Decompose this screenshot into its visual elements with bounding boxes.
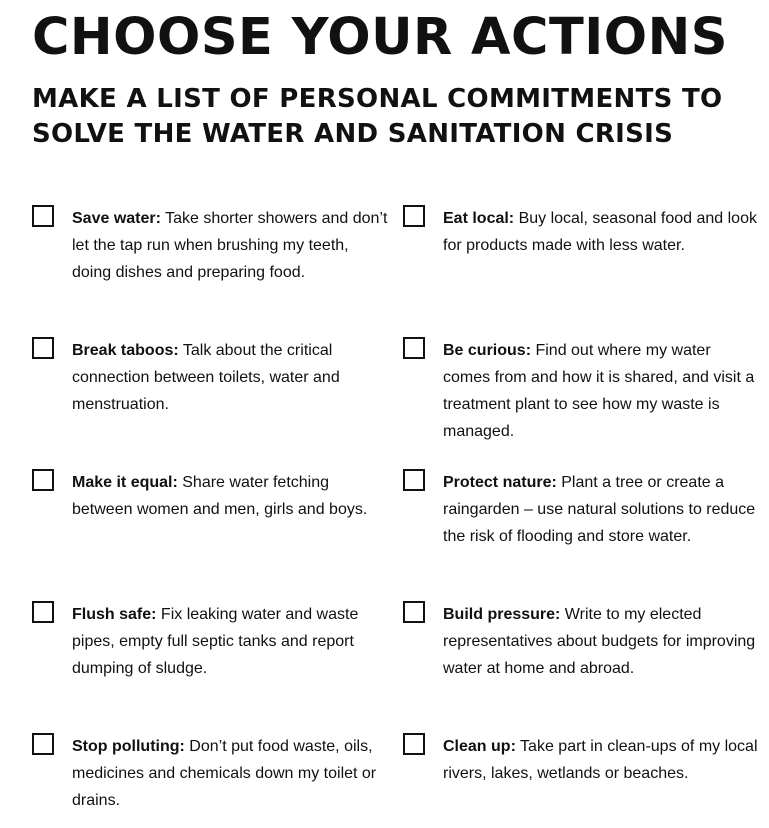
action-description: Write to my elected representatives about budgets for improving water at home and abroad. — [443, 606, 756, 677]
eat-local-checkbox[interactable] — [403, 205, 425, 227]
action-title: Eat local: — [443, 210, 515, 227]
action-text — [443, 733, 761, 787]
action-title: Save water: — [72, 210, 161, 227]
action-title: Flush safe: — [72, 606, 157, 623]
action-description: Take part in clean-ups of my local rivers, lakes, wetlands or beaches. — [443, 738, 758, 782]
action-title: Clean up: — [443, 738, 516, 755]
action-title: Break taboos: — [72, 342, 179, 359]
action-description: Plant a tree or create a raingarden – use natural solutions to reduce the risk of flooding and store water. — [443, 474, 756, 545]
break-taboos-checkbox[interactable] — [32, 337, 54, 359]
page-subtitle: MAKE A LIST OF PERSONAL COMMITMENTS TO SOLVE THE WATER AND SANITATION CRISIS — [32, 84, 723, 149]
action-description: Buy local, seasonal food and look for products made with less water. — [443, 210, 757, 254]
stop-polluting-checkbox[interactable] — [32, 733, 54, 755]
action-description: Find out where my water comes from and how it is shared, and visit a treatment plant to see how my waste is managed. — [443, 342, 755, 440]
action-description: Take shorter showers and don’t let the tap run when brushing my teeth, doing dishes and preparing food. — [72, 210, 388, 281]
action-title: Be curious: — [443, 342, 532, 359]
protect-nature-checkbox[interactable] — [403, 469, 425, 491]
action-description: Talk about the critical connection between toilets, water and menstruation. — [72, 342, 340, 413]
action-text — [72, 205, 390, 286]
action-text — [443, 205, 761, 259]
action-title: Build pressure: — [443, 606, 561, 623]
save-water-checkbox[interactable] — [32, 205, 54, 227]
action-description: Share water fetching between women and men, girls and boys. — [72, 474, 368, 518]
make-it-equal-checkbox[interactable] — [32, 469, 54, 491]
clean-up-checkbox[interactable] — [403, 733, 425, 755]
be-curious-checkbox[interactable] — [403, 337, 425, 359]
action-title: Make it equal: — [72, 474, 178, 491]
action-title: Protect nature: — [443, 474, 557, 491]
build-pressure-checkbox[interactable] — [403, 601, 425, 623]
action-text — [443, 469, 761, 550]
action-text — [72, 337, 390, 418]
action-text — [72, 469, 390, 523]
action-text — [443, 601, 761, 682]
action-description: Fix leaking water and waste pipes, empty full septic tanks and report dumping of sludge. — [72, 606, 359, 677]
action-text — [72, 733, 390, 814]
page-title: CHOOSE YOUR ACTIONS — [32, 8, 728, 67]
action-description: Don’t put food waste, oils, medicines and chemicals down my toilet or drains. — [72, 738, 377, 809]
action-text — [72, 601, 390, 682]
action-title: Stop polluting: — [72, 738, 185, 755]
action-text — [443, 337, 761, 445]
flush-safe-checkbox[interactable] — [32, 601, 54, 623]
